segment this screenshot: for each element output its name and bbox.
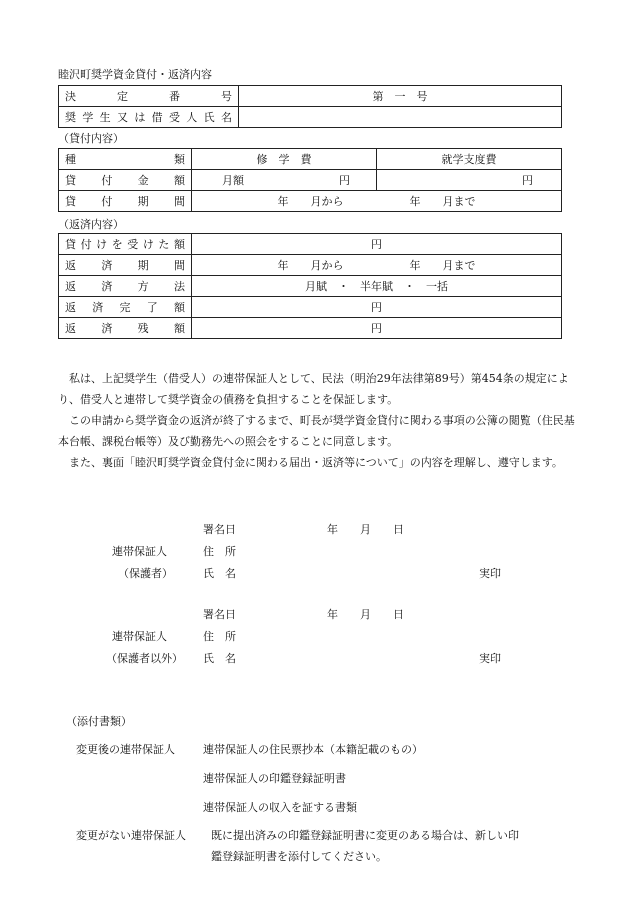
borrower-name-value[interactable]: [239, 107, 562, 128]
decision-number-value[interactable]: 第 一 号: [239, 86, 562, 107]
loan-amount-study-field[interactable]: [192, 170, 377, 191]
repay-row-value[interactable]: 円: [192, 318, 562, 339]
label-text: 奨 学 生 又 は 借 受 人 氏 名: [65, 110, 232, 124]
label-text: 返 済 残 額: [65, 321, 185, 335]
name-label: 氏 名: [203, 652, 236, 665]
repay-row: [59, 234, 562, 255]
guarantee-statement: [58, 368, 578, 473]
unchanged-note-line: 鑑登録証明書を添付してください。: [211, 850, 387, 863]
repay-row-value[interactable]: 年 月から 年 月まで: [192, 255, 562, 276]
yen-unit: 円: [339, 174, 350, 187]
loan-amount-label: [59, 170, 192, 191]
unchanged-guarantor-label: 変更がない連帯保証人: [76, 829, 186, 842]
repay-row: [59, 255, 562, 276]
attachment-item: 連帯保証人の印鑑登録証明書: [203, 772, 346, 785]
loan-type-row: [59, 149, 562, 170]
repay-row-value[interactable]: 円: [192, 234, 562, 255]
attachment-item: 連帯保証人の住民票抄本（本籍記載のもの）: [203, 743, 423, 756]
guarantor-role: 連帯保証人: [112, 630, 167, 643]
label-text: 返 済 完 了 額: [65, 300, 185, 314]
decision-table: [58, 85, 562, 128]
loan-period-row: [59, 191, 562, 212]
seal-mark: 実印: [479, 652, 501, 665]
yen-unit: 円: [522, 174, 533, 187]
repay-table: [58, 233, 562, 339]
label-text: 貸 付 期 間: [65, 194, 185, 208]
label-text: 決 定 番 号: [65, 89, 232, 103]
loan-type-label: [59, 149, 192, 170]
name-label: 氏 名: [203, 567, 236, 580]
document-title: 睦沢町奨学資金貸付・返済内容: [58, 68, 212, 81]
repay-row: [59, 318, 562, 339]
repay-row-label: [59, 234, 192, 255]
signature-date-label: 署名日: [203, 608, 236, 621]
signature-date-field[interactable]: 年 月 日: [327, 608, 404, 621]
loan-amount-prep-field[interactable]: [377, 170, 562, 191]
statement-paragraph: この申請から奨学資金の返済が終了するまで、町長が奨学資金貸付に関わる事項の公簿の閲覧（住民基本台帳、課税台帳等）及び勤務先への照会をすることに同意します。: [58, 414, 575, 448]
label-text: 種 類: [65, 152, 185, 166]
address-label: 住 所: [203, 545, 236, 558]
seal-mark: 実印: [479, 567, 501, 580]
label-text: 返 済 方 法: [65, 279, 185, 293]
loan-amount-row: [59, 170, 562, 191]
label-text: 返 済 期 間: [65, 258, 185, 272]
attachments-heading: （添付書類）: [66, 715, 132, 728]
loan-section-heading: （貸付内容）: [58, 132, 124, 145]
repay-row-value[interactable]: 月賦 ・ 半年賦 ・ 一括: [192, 276, 562, 297]
loan-table: [58, 148, 562, 212]
repay-section-heading: （返済内容）: [58, 218, 124, 231]
repay-row-label: [59, 318, 192, 339]
loan-col2-header: 就学支度費: [377, 149, 562, 170]
repay-row: [59, 297, 562, 318]
guarantor-role: 連帯保証人: [112, 545, 167, 558]
decision-number-row: [59, 86, 562, 107]
repay-row-label: [59, 297, 192, 318]
changed-guarantor-label: 変更後の連帯保証人: [76, 743, 175, 756]
borrower-name-row: [59, 107, 562, 128]
loan-period-label: [59, 191, 192, 212]
repay-row-label: [59, 276, 192, 297]
label-text: 貸 付 金 額: [65, 173, 185, 187]
statement-paragraph: 私は、上記奨学生（借受人）の連帯保証人として、民法（明治29年法律第89号）第454条の規定により、借受人と連帯して奨学資金の債務を負担することを保証します。: [58, 372, 569, 406]
guarantor-subrole: （保護者）: [118, 567, 173, 580]
borrower-name-label: [59, 107, 239, 128]
statement-paragraph: また、裏面「睦沢町奨学資金貸付金に関わる届出・返済等について」の内容を理解し、遵守します。: [69, 456, 563, 469]
monthly-prefix: 月額: [222, 174, 244, 187]
repay-row: [59, 276, 562, 297]
label-text: 貸 付 け を 受 け た 額: [65, 237, 185, 251]
attachment-item: 連帯保証人の収入を証する書類: [203, 801, 357, 814]
unchanged-note-line: 既に提出済みの印鑑登録証明書に変更のある場合は、新しい印: [211, 829, 519, 842]
guarantor-subrole: （保護者以外）: [106, 652, 183, 665]
address-label: 住 所: [203, 630, 236, 643]
loan-period-field[interactable]: 年 月から 年 月まで: [192, 191, 562, 212]
signature-date-field[interactable]: 年 月 日: [327, 523, 404, 536]
repay-row-label: [59, 255, 192, 276]
signature-date-label: 署名日: [203, 523, 236, 536]
loan-col1-header: 修 学 費: [192, 149, 377, 170]
repay-row-value[interactable]: 円: [192, 297, 562, 318]
decision-number-label: [59, 86, 239, 107]
